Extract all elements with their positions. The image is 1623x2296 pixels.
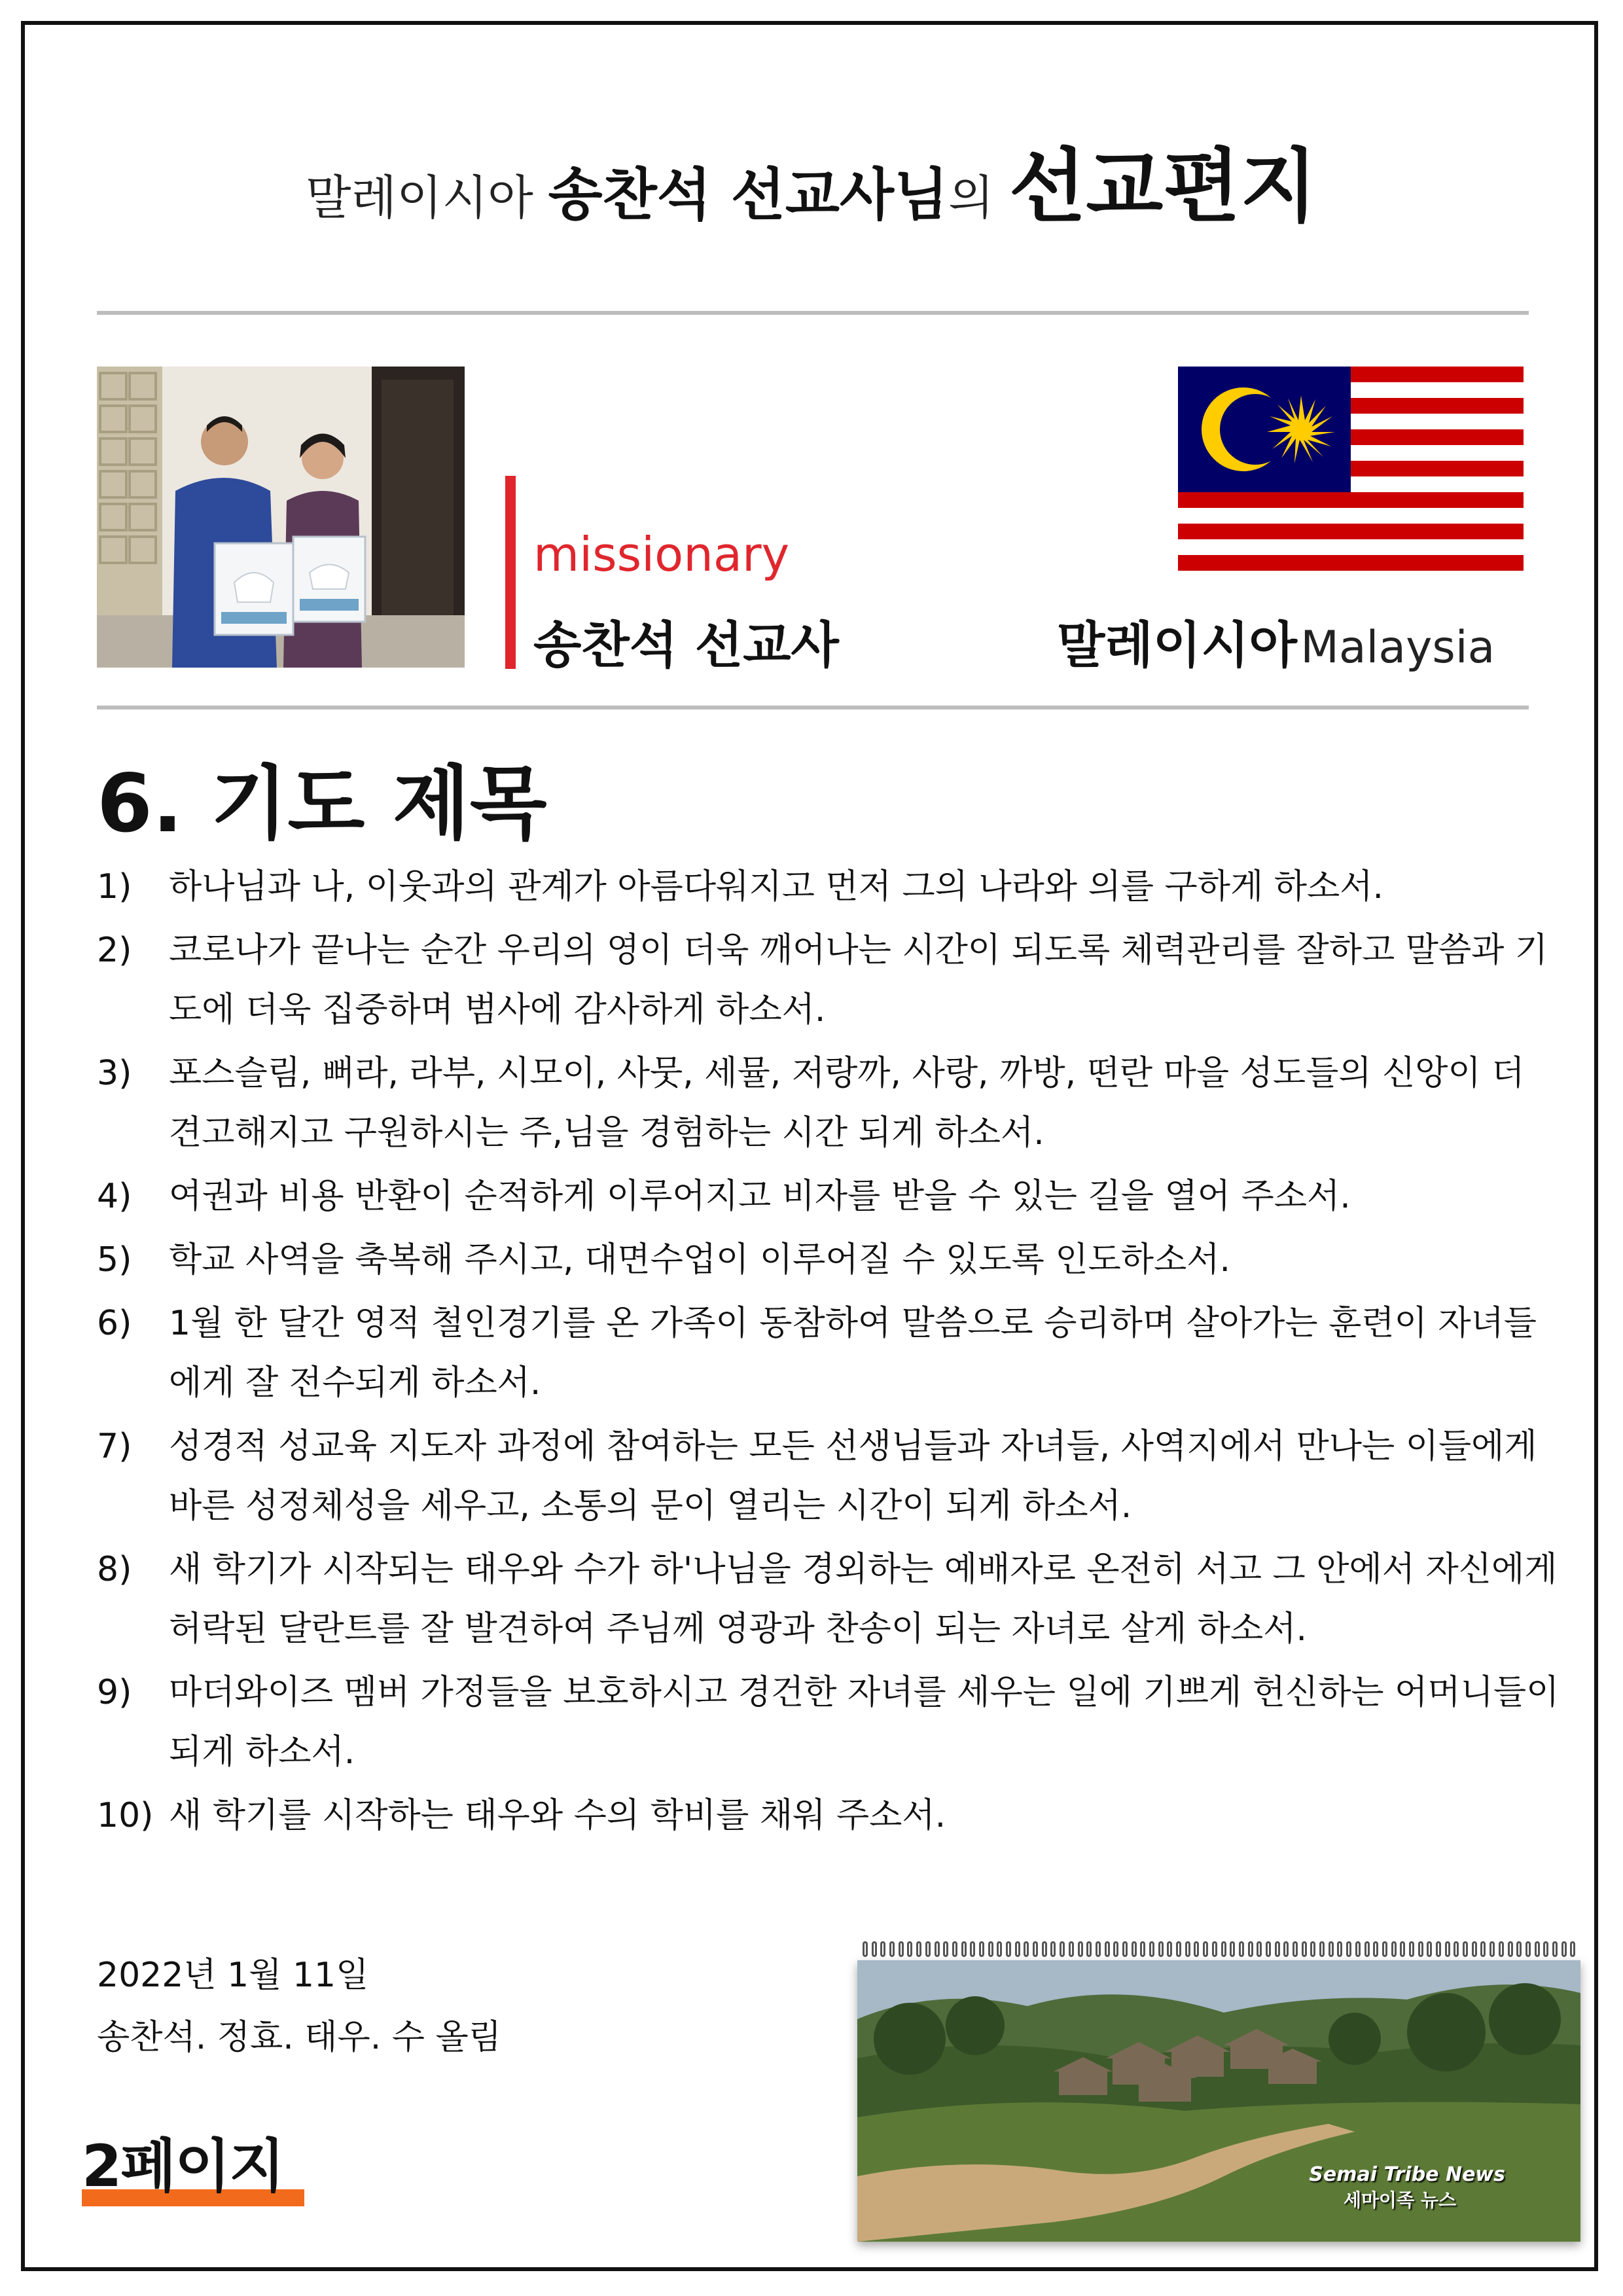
- item-text: 1월 한 달간 영적 철인경기를 온 가족이 동참하여 말씀으로 승리하며 살아가는 훈련이 자녀들에게 잘 전수되게 하소서.: [169, 1304, 1537, 1403]
- calendar-spiral: [863, 1941, 1576, 1961]
- item-text: 학교 사역을 축복해 주시고, 대면수업이 이루어질 수 있도록 인도하소서.: [169, 1240, 1231, 1280]
- list-item: [97, 1540, 1563, 1659]
- header-particle: 의: [948, 170, 1009, 225]
- prayer-list: [97, 857, 1563, 1850]
- list-item: [97, 1167, 1563, 1227]
- top-divider: [97, 311, 1529, 315]
- item-text: 하나님과 나, 이웃과의 관계가 아름다워지고 먼저 그의 나라와 의를 구하게 하소서.: [169, 867, 1384, 906]
- item-number: 7): [97, 1427, 132, 1466]
- page-header: [0, 137, 1623, 260]
- item-text: 새 학기를 시작하는 태우와 수의 학비를 채워 주소서.: [169, 1796, 946, 1835]
- item-text: 코로나가 끝나는 순간 우리의 영이 더욱 깨어나는 시간이 되도록 체력관리를 잘하고 말씀과 기도에 더욱 집중하며 범사에 감사하게 하소서.: [169, 931, 1548, 1030]
- section-title: 6. 기도 제목: [97, 757, 547, 850]
- missionary-photo: [97, 367, 465, 668]
- watermark-korean: 세마이족 뉴스: [1343, 2189, 1456, 2211]
- letter-signature: 송찬석. 정효. 태우. 수 올림: [97, 2018, 502, 2057]
- page-number: 2페이지: [82, 2132, 284, 2200]
- list-item: [97, 921, 1563, 1040]
- list-item: [97, 857, 1563, 917]
- item-number: 9): [97, 1673, 132, 1712]
- middle-divider: [97, 706, 1529, 709]
- header-missionary-name: 송찬석 선교사님: [548, 162, 949, 228]
- item-number: 8): [97, 1550, 132, 1589]
- watermark-english: Semai Tribe News: [1309, 2163, 1505, 2186]
- list-item: [97, 1786, 1563, 1846]
- village-photo: [857, 1960, 1580, 2242]
- item-number: 4): [97, 1177, 132, 1216]
- item-text: 성경적 성교육 지도자 과정에 참여하는 모든 선생님들과 자녀들, 사역지에서 만나는 이들에게 바른 성정체성을 세우고, 소통의 문이 열리는 시간이 되게 하소서.: [169, 1427, 1537, 1526]
- list-item: [97, 1663, 1563, 1782]
- accent-bar: [505, 476, 516, 669]
- list-item: [97, 1230, 1563, 1290]
- list-item: [97, 1044, 1563, 1163]
- letter-date: 2022년 1월 11일: [97, 1956, 369, 1995]
- item-text: 포스슬림, 뻐라, 라부, 시모이, 사뭇, 세뮬, 저랑까, 사랑, 까방, 떤란 마을 성도들의 신앙이 더 견고해지고 구원하시는 주,님을 경험하는 시간 되게 하소서.: [169, 1054, 1525, 1153]
- country-name-en: Malaysia: [1300, 622, 1495, 673]
- item-number: 3): [97, 1054, 132, 1093]
- list-item: [97, 1417, 1563, 1536]
- missionary-label: missionary: [533, 527, 790, 582]
- country-label: [1057, 605, 1495, 677]
- item-number: 6): [97, 1304, 132, 1343]
- header-country: 말레이시아: [305, 170, 548, 225]
- item-number: 1): [97, 867, 132, 906]
- country-name-ko: 말레이시아: [1057, 616, 1298, 674]
- header-title: 선교편지: [1008, 140, 1317, 233]
- item-number: 10): [97, 1796, 154, 1835]
- item-number: 2): [97, 931, 132, 970]
- item-text: 새 학기가 시작되는 태우와 수가 하'나님을 경외하는 예배자로 온전히 서고 그 안에서 자신에게 허락된 달란트를 잘 발견하여 주님께 영광과 찬송이 되는 자녀로 살게 하소서.: [169, 1550, 1558, 1649]
- item-number: 5): [97, 1240, 132, 1280]
- item-text: 마더와이즈 멤버 가정들을 보호하시고 경건한 자녀를 세우는 일에 기쁘게 헌신하는 어머니들이 되게 하소서.: [169, 1673, 1560, 1772]
- missionary-name: 송찬석 선교사: [533, 616, 839, 674]
- list-item: [97, 1294, 1563, 1413]
- malaysia-flag: [1178, 367, 1524, 589]
- item-text: 여권과 비용 반환이 순적하게 이루어지고 비자를 받을 수 있는 길을 열어 주소서.: [169, 1177, 1351, 1216]
